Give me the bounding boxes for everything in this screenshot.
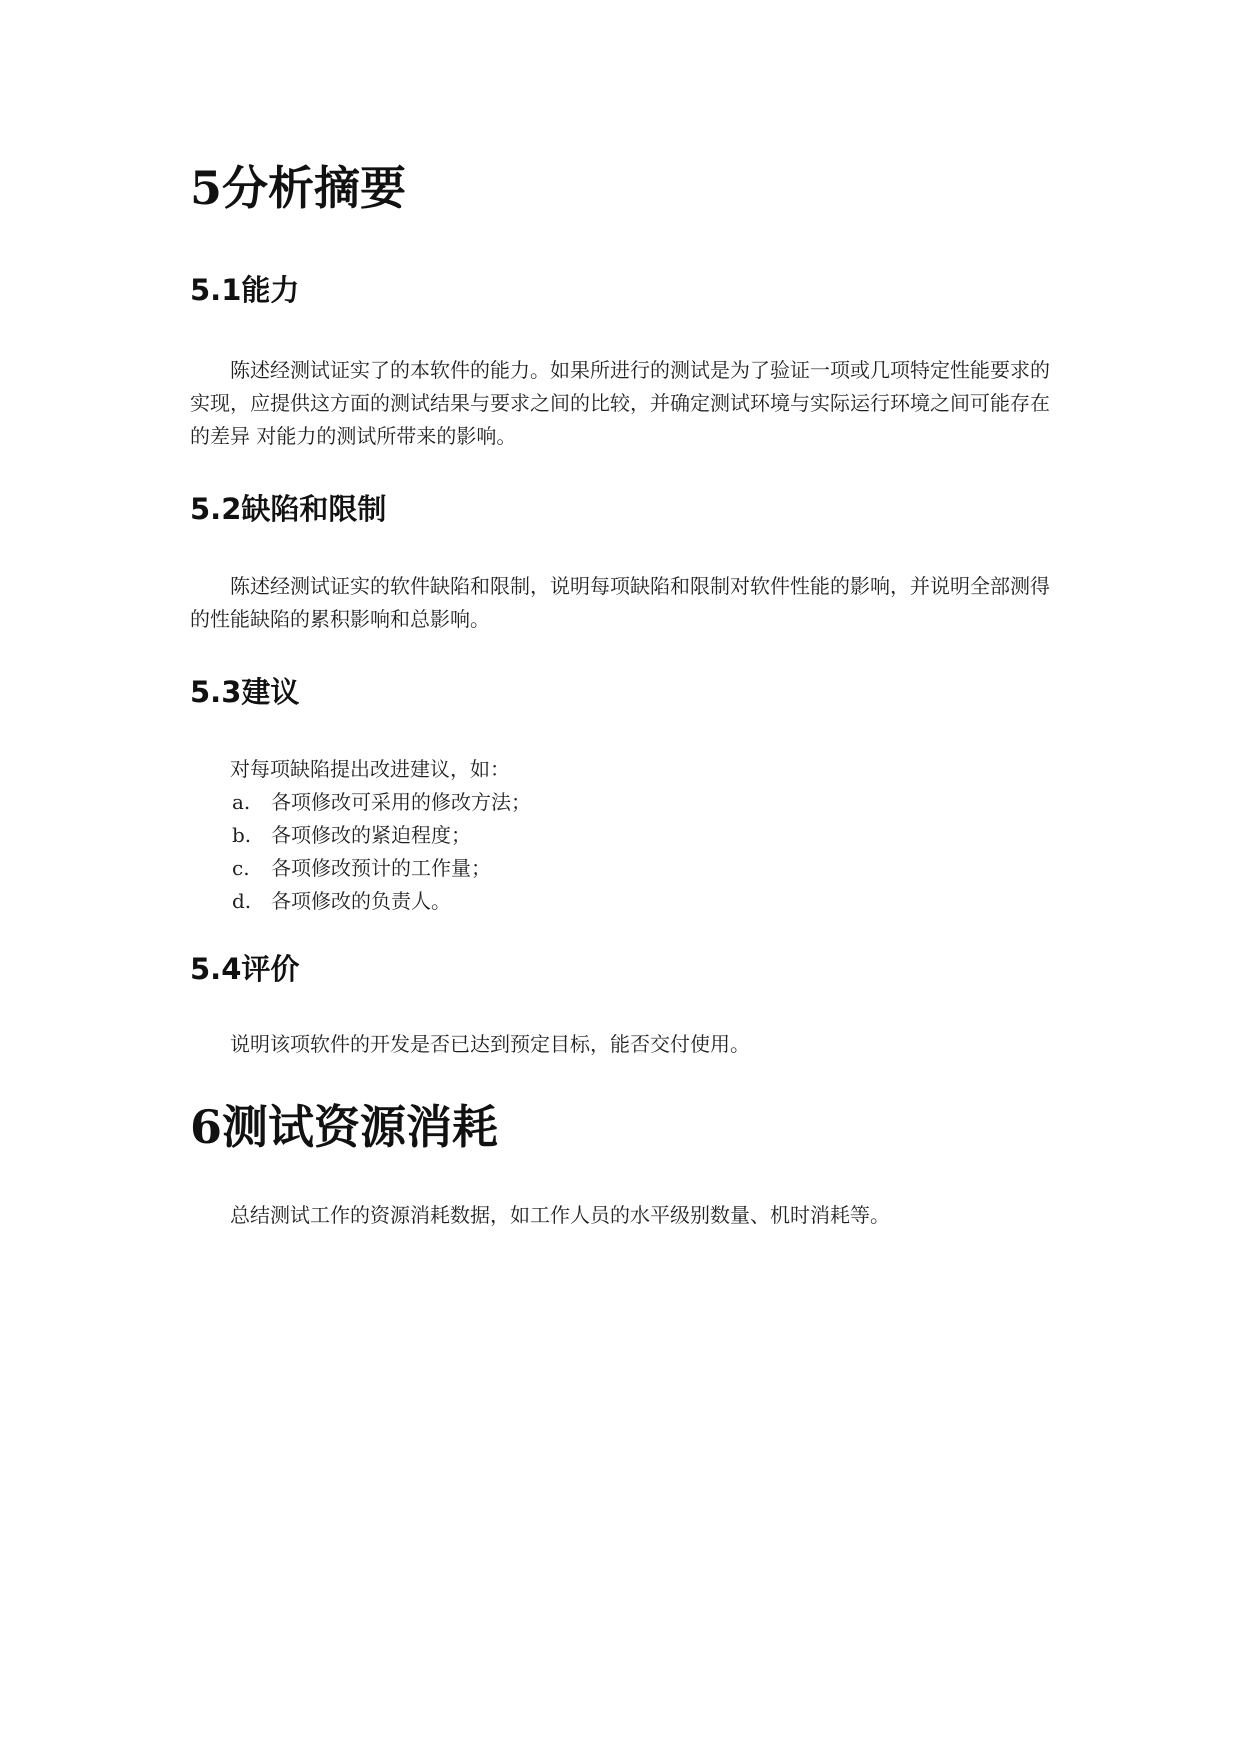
section-5-4-heading: 5.4评价 [190, 952, 300, 986]
section-5-3-heading: 5.3建议 [190, 675, 300, 709]
list-item-marker: b. [232, 823, 252, 847]
section-5-heading: 5分析摘要 [190, 161, 407, 215]
section-5-1-paragraph: 陈述经测试证实了的本软件的能力。如果所进行的测试是为了验证一项或几项特定性能要求的实现，应提供这方面的测试结果与要求之间的比较，并确定测试环境与实际运行环境之间可能存在的差异 对能力的测试所带来的影响。 [190, 358, 1050, 448]
list-item-text: 各项修改可采用的修改方法； [271, 790, 531, 814]
list-item-marker: c. [232, 856, 250, 880]
section-6-paragraph: 总结测试工作的资源消耗数据，如工作人员的水平级别数量、机时消耗等。 [230, 1203, 890, 1227]
recommendation-list [190, 786, 1050, 918]
document-content [190, 160, 1050, 1232]
section-5-2-heading: 5.2缺陷和限制 [190, 492, 387, 526]
section-5-4-paragraph: 说明该项软件的开发是否已达到预定目标，能否交付使用。 [230, 1032, 750, 1056]
list-item-marker: d. [232, 889, 252, 913]
section-5-3-intro: 对每项缺陷提出改进建议，如： [230, 757, 510, 781]
list-item [190, 852, 1050, 885]
list-item-text: 各项修改预计的工作量； [271, 856, 491, 880]
section-6-heading: 6测试资源消耗 [190, 1100, 499, 1154]
section-5-2-paragraph: 陈述经测试证实的软件缺陷和限制，说明每项缺陷和限制对软件性能的影响，并说明全部测得的性能缺陷的累积影响和总影响。 [190, 574, 1050, 631]
section-5-1-heading: 5.1能力 [190, 273, 300, 307]
list-item-text: 各项修改的负责人。 [271, 889, 451, 913]
list-item [190, 786, 1050, 819]
list-item-text: 各项修改的紧迫程度； [271, 823, 471, 847]
list-item-marker: a. [232, 790, 251, 814]
list-item [190, 819, 1050, 852]
list-item [190, 885, 1050, 918]
